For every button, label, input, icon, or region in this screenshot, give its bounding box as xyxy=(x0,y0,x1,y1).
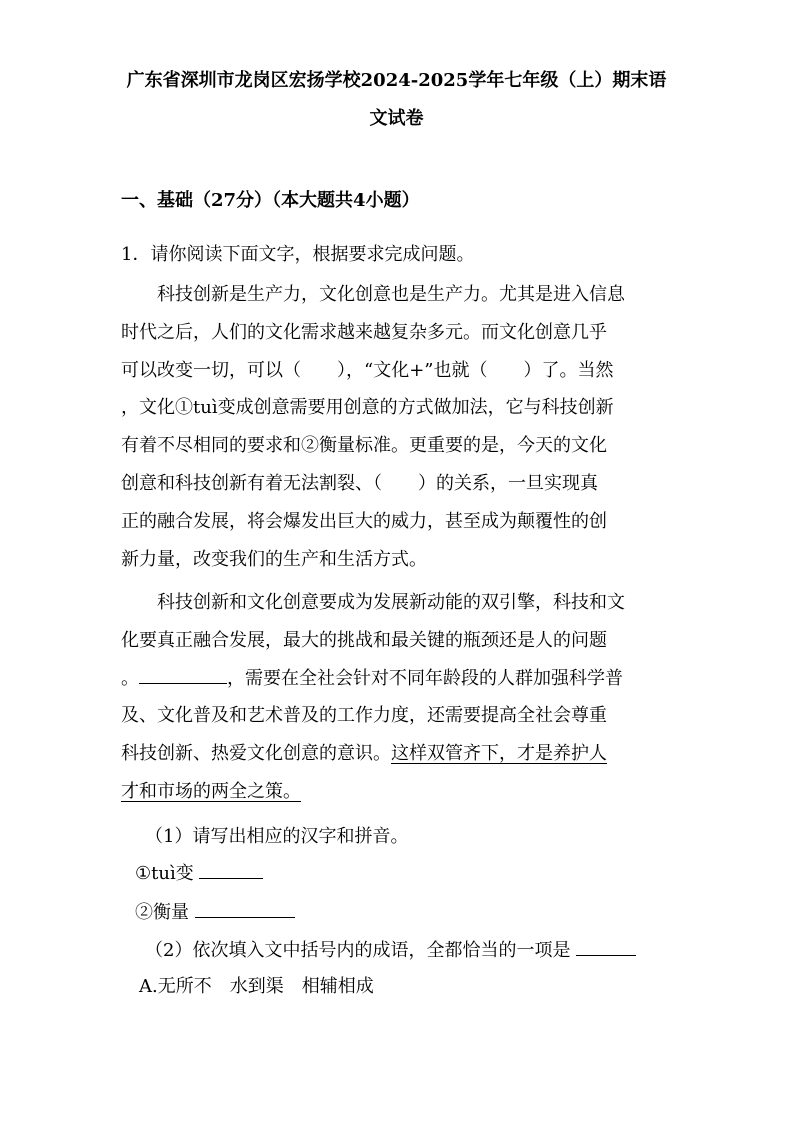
passage-line: 科技创新和文化创意要成为发展新动能的双引擎，科技和文 xyxy=(121,592,625,613)
passage-line: 有着不尽相同的要求和②衡量标准。更重要的是，今天的文化 xyxy=(121,435,607,457)
question-text: （2）依次填入文中括号内的成语，全都恰当的一项是 xyxy=(145,940,571,961)
passage-line: 新力量，改变我们的生产和生活方式。 xyxy=(121,548,427,570)
answer-blank[interactable] xyxy=(576,939,636,956)
answer-blank[interactable] xyxy=(199,862,263,879)
passage-line: 及、文化普及和艺术普及的工作力度，还需要提高全社会尊重 xyxy=(121,705,607,727)
question-1-prompt: 1．请你阅读下面文字，根据要求完成问题。 xyxy=(121,244,475,265)
passage-line xyxy=(121,660,676,698)
sub-question-1-item-2 xyxy=(135,898,295,924)
line-start-text: 。 xyxy=(121,667,139,689)
item-label: ②衡量 xyxy=(135,902,189,923)
passage-line xyxy=(121,773,676,811)
passage-line xyxy=(121,735,676,773)
sub-question-1-label: （1）请写出相应的汉字和拼音。 xyxy=(145,826,409,847)
option-a: A.无所不 水到渠 相辅相成 xyxy=(139,976,374,997)
underlined-sentence: 才和市场的两全之策。 xyxy=(121,780,301,802)
exam-title-line1: 广东省深圳市龙岗区宏扬学校2024-2025学年七年级（上）期末语 xyxy=(126,70,667,91)
passage-paragraph-2 xyxy=(121,584,676,811)
passage-line: 科技创新是生产力，文化创意也是生产力。尤其是进入信息 xyxy=(121,284,625,305)
exam-title-line2: 文试卷 xyxy=(369,108,424,129)
section-heading: 一、基础（27分）（本大题共4小题） xyxy=(121,190,420,211)
passage-paragraph-1 xyxy=(121,276,676,578)
sub-question-2-label xyxy=(145,936,636,962)
passage-line: 正的融合发展，将会爆发出巨大的威力，甚至成为颠覆性的创 xyxy=(121,510,607,532)
item-label: ①tuì变 xyxy=(135,863,194,884)
passage-line: 创意和科技创新有着无法割裂、（ ）的关系，一旦实现真 xyxy=(121,472,598,494)
passage-line: 可以改变一切，可以（ ），“文化+”也就（ ）了。当然 xyxy=(121,359,614,381)
sub-question-1-item-1 xyxy=(135,859,263,885)
passage-line: 时代之后，人们的文化需求越来越复杂多元。而文化创意几乎 xyxy=(121,321,607,343)
line-end-text: ，需要在全社会针对不同年龄段的人群加强科学普 xyxy=(227,667,623,689)
underlined-sentence: 这样双管齐下，才是养护人 xyxy=(391,743,607,765)
answer-blank[interactable] xyxy=(195,901,295,918)
passage-line: 化要真正融合发展，最大的挑战和最关键的瓶颈还是人的问题 xyxy=(121,629,607,651)
fill-in-blank[interactable] xyxy=(139,667,227,684)
passage-line: ，文化①tuì变成创意需要用创意的方式做加法，它与科技创新 xyxy=(121,397,614,419)
plain-text: 科技创新、热爱文化创意的意识。 xyxy=(121,743,391,765)
